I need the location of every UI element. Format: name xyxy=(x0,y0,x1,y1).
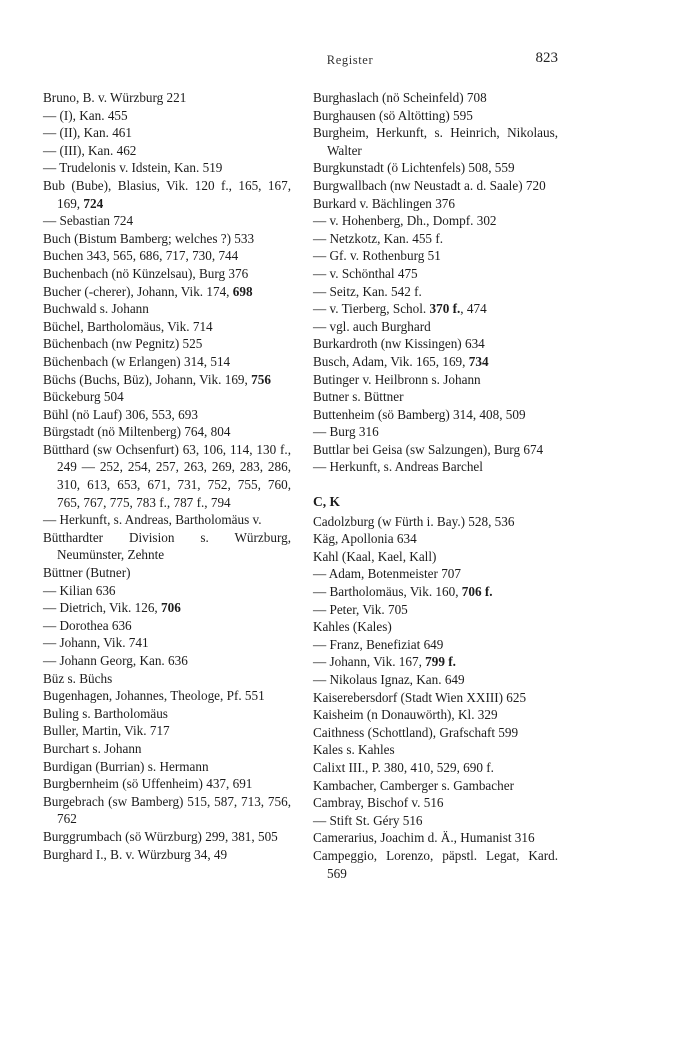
index-entry xyxy=(313,159,558,177)
index-entry xyxy=(313,283,558,301)
index-entry xyxy=(43,652,291,670)
entry-text: — Burg 316 xyxy=(313,424,379,440)
index-entry xyxy=(313,671,558,689)
entry-text: — Herkunft, s. Andreas, Bartholomäus v. xyxy=(43,512,262,528)
entry-text: Büttner (Butner) xyxy=(43,565,131,581)
running-head: Register xyxy=(326,53,374,67)
index-entry xyxy=(43,740,291,758)
index-entry xyxy=(43,582,291,600)
entry-text: Bütthardter Division s. Würzburg, Neumünster, Zehnte xyxy=(43,529,291,563)
entry-text: — Johann, Vik. 167, xyxy=(313,654,426,670)
index-entry xyxy=(43,283,291,301)
entry-text: Buchenbach (nö Künzelsau), Burg 376 xyxy=(43,265,249,281)
entry-text: Cambray, Bischof v. 516 xyxy=(313,795,444,811)
entry-text: — Trudelonis v. Idstein, Kan. 519 xyxy=(43,160,223,176)
index-entry xyxy=(43,247,291,265)
index-entry xyxy=(43,406,291,424)
index-entry xyxy=(43,670,291,688)
index-entry xyxy=(313,777,558,795)
entry-text: — Herkunft, s. Andreas Barchel xyxy=(313,459,483,475)
entry-text: — Dorothea 636 xyxy=(43,617,132,633)
index-entry xyxy=(43,564,291,582)
index-entry xyxy=(313,335,558,353)
index-entry xyxy=(43,265,291,283)
principal-reference: 706 f. xyxy=(461,584,493,600)
index-entry xyxy=(313,653,558,671)
index-entry xyxy=(43,846,291,864)
principal-reference: 698 xyxy=(232,283,253,299)
entry-text: Käg, Apollonia 634 xyxy=(313,531,417,547)
entry-text: — Seitz, Kan. 542 f. xyxy=(313,283,422,299)
entry-text: — (II), Kan. 461 xyxy=(43,125,132,141)
principal-reference: 756 xyxy=(251,371,271,387)
entry-text: Büchs (Buchs, Büz), Johann, Vik. 169, xyxy=(43,371,252,387)
entry-text: Burgwallbach (nw Neustadt a. d. Saale) 720 xyxy=(313,177,546,193)
index-entry xyxy=(313,230,558,248)
index-entry xyxy=(43,722,291,740)
index-entry xyxy=(43,529,291,564)
index-entry xyxy=(313,548,558,566)
entry-text: Burgebrach (sw Bamberg) 515, 587, 713, 756, 762 xyxy=(43,793,291,827)
principal-reference: 370 f. xyxy=(429,301,461,317)
entry-text: Bugenhagen, Johannes, Theologe, Pf. 551 xyxy=(43,688,265,704)
index-entry xyxy=(43,511,291,529)
index-entry xyxy=(43,775,291,793)
index-entry xyxy=(43,230,291,248)
principal-reference: 706 xyxy=(161,600,181,616)
index-entry xyxy=(313,759,558,777)
index-entry xyxy=(43,687,291,705)
index-entry xyxy=(43,634,291,652)
entry-text: — v. Hohenberg, Dh., Dompf. 302 xyxy=(313,213,497,229)
index-entry xyxy=(313,601,558,619)
entry-text: Burkardroth (nw Kissingen) 634 xyxy=(313,336,485,352)
entry-text: Kahles (Kales) xyxy=(313,619,392,635)
entry-text: Buch (Bistum Bamberg; welches ?) 533 xyxy=(43,230,255,246)
index-entry xyxy=(43,89,291,107)
entry-text: Burdigan (Burrian) s. Hermann xyxy=(43,758,209,774)
index-entry xyxy=(43,388,291,406)
index-entry xyxy=(313,300,558,318)
index-entry xyxy=(313,812,558,830)
entry-text: Burghard I., B. v. Würzburg 34, 49 xyxy=(43,846,228,862)
entry-text: Burggrumbach (sö Würzburg) 299, 381, 505 xyxy=(43,828,278,844)
entry-text: — (I), Kan. 455 xyxy=(43,107,128,123)
index-entry xyxy=(313,618,558,636)
index-entry xyxy=(313,353,558,371)
entry-text: Bückeburg 504 xyxy=(43,389,124,405)
entry-text: Cadolzburg (w Fürth i. Bay.) 528, 536 xyxy=(313,513,515,529)
index-column-right xyxy=(313,89,558,882)
index-entry xyxy=(313,212,558,230)
entry-text: — Kilian 636 xyxy=(43,582,116,598)
index-entry xyxy=(313,318,558,336)
index-entry xyxy=(43,599,291,617)
entry-text: Buttlar bei Geisa (sw Salzungen), Burg 674 xyxy=(313,441,544,457)
entry-text: — Netzkotz, Kan. 455 f. xyxy=(313,230,444,246)
entry-text: Büchel, Bartholomäus, Vik. 714 xyxy=(43,318,213,334)
index-entry xyxy=(313,195,558,213)
index-entry xyxy=(43,705,291,723)
entry-text: Burchart s. Johann xyxy=(43,740,142,756)
entry-text: Burgbernheim (sö Uffenheim) 437, 691 xyxy=(43,776,253,792)
entry-text: Buttenheim (sö Bamberg) 314, 408, 509 xyxy=(313,406,526,422)
entry-text: , 474 xyxy=(460,301,487,317)
entry-text: — Bartholomäus, Vik. 160, xyxy=(313,584,462,600)
entry-text: — Johann, Vik. 741 xyxy=(43,635,149,651)
index-entry xyxy=(313,565,558,583)
index-entry xyxy=(313,689,558,707)
index-entry xyxy=(313,829,558,847)
index-column-left xyxy=(43,89,291,863)
principal-reference: 799 f. xyxy=(425,654,456,670)
index-entry xyxy=(313,107,558,125)
entry-text: Butinger v. Heilbronn s. Johann xyxy=(313,371,481,387)
entry-text: — Nikolaus Ignaz, Kan. 649 xyxy=(313,672,465,687)
principal-reference: 724 xyxy=(83,195,104,211)
entry-text: Büchenbach (w Erlangen) 314, 514 xyxy=(43,353,231,369)
entry-text: Buling s. Bartholomäus xyxy=(43,705,168,721)
index-entry xyxy=(313,177,558,195)
entry-text: Camerarius, Joachim d. Ä., Humanist 316 xyxy=(313,830,535,846)
index-entry xyxy=(43,212,291,230)
index-entry xyxy=(313,423,558,441)
entry-text: Büchenbach (nw Pegnitz) 525 xyxy=(43,336,203,352)
principal-reference: 734 xyxy=(468,353,489,369)
index-entry xyxy=(313,89,558,107)
entry-text: Busch, Adam, Vik. 165, 169, xyxy=(313,353,469,369)
index-entry xyxy=(313,530,558,548)
entry-text: Kales s. Kahles xyxy=(313,742,395,758)
entry-text: — Franz, Benefiziat 649 xyxy=(313,636,444,652)
index-entry xyxy=(43,441,291,511)
index-entry xyxy=(313,847,558,882)
index-entry xyxy=(43,318,291,336)
entry-text: Bütthard (sw Ochsenfurt) 63, 106, 114, 130 f., 249 — 252, 254, 257, 263, 269, 283, 286, 310, 613, 653, 671, 731, 752, 755, 760, 765, 767, 775, 783 f., 787 f., 794 xyxy=(43,441,291,510)
entry-text: — v. Schönthal 475 xyxy=(313,265,418,281)
entry-text: Burgkunstadt (ö Lichtenfels) 508, 559 xyxy=(313,160,515,176)
index-entry xyxy=(43,793,291,828)
index-entry xyxy=(313,458,558,476)
index-entry xyxy=(43,617,291,635)
entry-text: Bürgstadt (nö Miltenberg) 764, 804 xyxy=(43,424,231,440)
entry-text: Burghausen (sö Altötting) 595 xyxy=(313,107,473,123)
index-entry xyxy=(43,124,291,142)
index-entry xyxy=(43,758,291,776)
entry-text: Butner s. Büttner xyxy=(313,389,404,405)
entry-text: — Dietrich, Vik. 126, xyxy=(43,600,162,616)
page-number: 823 xyxy=(535,50,558,66)
entry-text: — Sebastian 724 xyxy=(43,213,134,229)
entry-text: Bruno, B. v. Würzburg 221 xyxy=(43,90,187,105)
index-entry xyxy=(43,159,291,177)
entry-text: — Gf. v. Rothenburg 51 xyxy=(313,248,441,264)
index-entry xyxy=(313,265,558,283)
index-entry xyxy=(313,513,558,531)
index-entry xyxy=(43,177,291,212)
entry-text: Büz s. Büchs xyxy=(43,670,113,686)
entry-text: Bub (Bube), Blasius, Vik. 120 f., 165, 167, 169, xyxy=(43,177,291,211)
index-entry xyxy=(313,406,558,424)
section-heading: C, K xyxy=(313,494,340,510)
entry-text: Bucher (-cherer), Johann, Vik. 174, xyxy=(43,283,233,299)
entry-text: Kahl (Kaal, Kael, Kall) xyxy=(313,548,437,564)
index-entry xyxy=(43,107,291,125)
entry-text: — Adam, Botenmeister 707 xyxy=(313,566,461,582)
entry-text: — vgl. auch Burghard xyxy=(313,318,431,334)
index-entry xyxy=(43,371,291,389)
index-entry xyxy=(313,794,558,812)
index-entry xyxy=(43,423,291,441)
index-entry xyxy=(313,583,558,601)
entry-text: Campeggio, Lorenzo, päpstl. Legat, Kard. 569 xyxy=(313,847,558,881)
index-entry xyxy=(43,300,291,318)
index-entry xyxy=(43,335,291,353)
index-entry xyxy=(313,636,558,654)
entry-text: Burgheim, Herkunft, s. Heinrich, Nikolaus, Walter xyxy=(313,125,558,158)
index-entry xyxy=(313,371,558,389)
index-entry xyxy=(313,124,558,159)
index-entry xyxy=(313,247,558,265)
index-entry xyxy=(313,724,558,742)
index-entry xyxy=(313,741,558,759)
entry-text: — Stift St. Géry 516 xyxy=(313,812,423,828)
index-entry xyxy=(313,388,558,406)
index-entry xyxy=(313,441,558,459)
entry-text: Bühl (nö Lauf) 306, 553, 693 xyxy=(43,406,198,422)
index-entry xyxy=(43,828,291,846)
index-entry xyxy=(43,142,291,160)
entry-text: Buchen 343, 565, 686, 717, 730, 744 xyxy=(43,248,239,264)
entry-text: Calixt III., P. 380, 410, 529, 690 f. xyxy=(313,759,494,775)
entry-text: Buller, Martin, Vik. 717 xyxy=(43,723,170,739)
entry-text: Burkard v. Bächlingen 376 xyxy=(313,195,455,211)
index-entry xyxy=(43,353,291,371)
entry-text: Buchwald s. Johann xyxy=(43,301,149,317)
entry-text: Kambacher, Camberger s. Gambacher xyxy=(313,777,514,793)
entry-text: Kaiserebersdorf (Stadt Wien XXIII) 625 xyxy=(313,689,527,705)
entry-text: — Peter, Vik. 705 xyxy=(313,601,408,617)
entry-text: — Johann Georg, Kan. 636 xyxy=(43,653,188,668)
entry-text: Caithness (Schottland), Grafschaft 599 xyxy=(313,724,519,740)
index-entry xyxy=(313,706,558,724)
entry-text: — v. Tierberg, Schol. xyxy=(313,301,430,317)
entry-text: — (III), Kan. 462 xyxy=(43,142,137,158)
entry-text: Kaisheim (n Donauwörth), Kl. 329 xyxy=(313,707,498,723)
entry-text: Burghaslach (nö Scheinfeld) 708 xyxy=(313,90,487,105)
